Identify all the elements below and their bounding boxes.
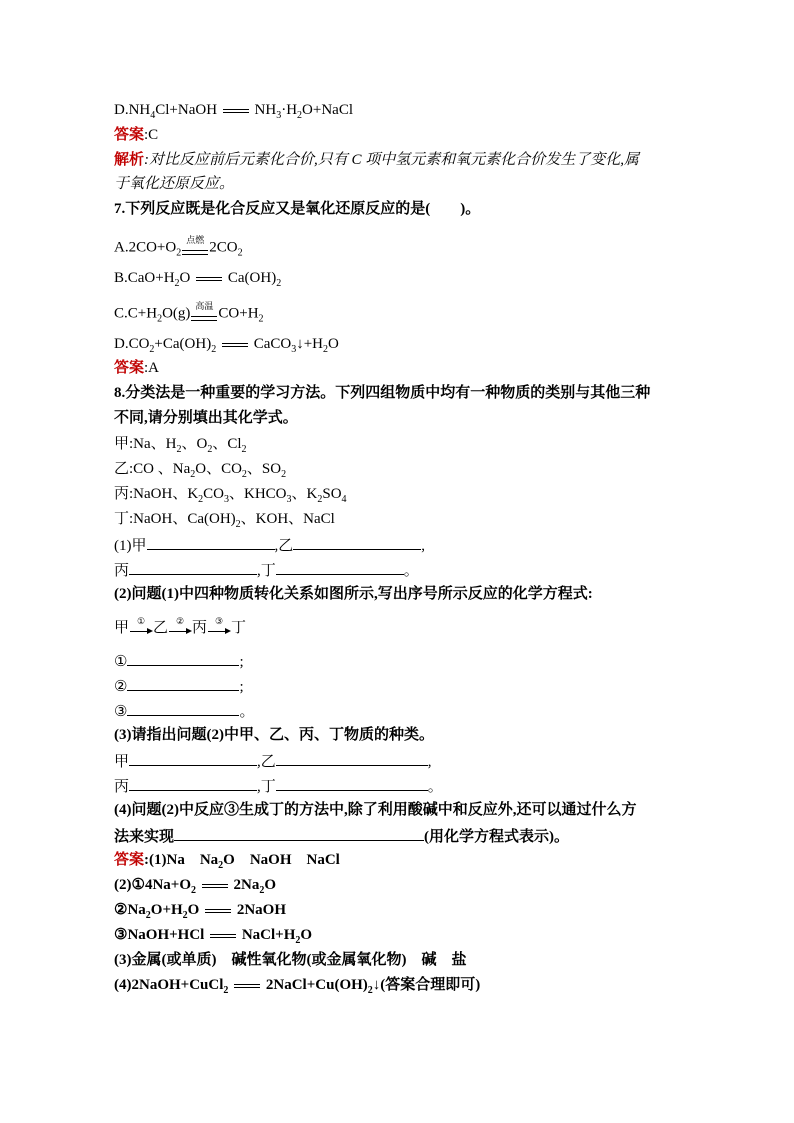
q6-explanation-cont: 于氧化还原反应。 <box>114 176 235 192</box>
answer-blank-eq3[interactable] <box>127 700 239 716</box>
q8-part1-row1: (1)甲 ,乙 , <box>114 534 425 556</box>
answer-blank-type-yi[interactable] <box>276 750 428 766</box>
arrow-step-1: ① <box>129 620 153 638</box>
q8-answer-line6: (4)2NaOH+CuCl$_2$ $2NaCl+Cu(OH)_2↓$(答案合理即可) <box>114 977 481 996</box>
q6-answer: 答案:C <box>114 127 159 143</box>
answer-blank-bing[interactable] <box>129 559 257 575</box>
group-ding: 丁:NaOH、$Ca(OH)_2$、KOH、NaCl <box>114 511 335 530</box>
q8-part2-blank3: ③ 。 <box>114 700 254 722</box>
reaction-condition: 点燃 <box>181 237 209 259</box>
q8-stem-line1: 8.分类法是一种重要的学习方法。下列四组物质中均有一种物质的类别与其他三种 <box>114 385 651 401</box>
answer-blank-eq1[interactable] <box>127 650 239 666</box>
q7-option-c: $C.C+H_2O(g)$ 高温 $CO+H_2$ <box>114 301 264 325</box>
answer-blank-equation[interactable] <box>174 825 424 841</box>
q7-option-d: $D.CO_2+Ca(OH)_2$ $CaCO_3↓+H_2O$ <box>114 336 339 355</box>
q6-option-d: $D.NH_4Cl+NaOH$ $NH_3\cdot H_2O+NaCl$ <box>114 102 354 121</box>
q8-part4-line1: (4)问题(2)中反应③生成丁的方法中,除了利用酸碱中和反应外,还可以通过什么方 <box>114 802 637 818</box>
q7-answer: 答案:A <box>114 360 160 376</box>
q8-part2-stem: (2)问题(1)中四种物质转化关系如图所示,写出序号所示反应的化学方程式: <box>114 586 593 602</box>
q6-explanation: 解析:对比反应前后元素化合价,只有 C 项中氢元素和氧元素化合价发生了变化,属 <box>114 152 640 168</box>
answer-blank-eq2[interactable] <box>127 675 239 691</box>
conversion-chain: 甲 ① 乙 ② 丙 ③ 丁 <box>114 615 247 636</box>
q7-option-a: $A.2CO+O_2$ 点燃 $2CO_2$ <box>114 235 243 259</box>
answer-blank-type-bing[interactable] <box>129 775 257 791</box>
q8-part3-stem: (3)请指出问题(2)中甲、乙、丙、丁物质的种类。 <box>114 727 434 743</box>
group-jia: 甲:Na、$H_2$、$O_2$、$Cl_2$ <box>114 436 247 455</box>
q8-answer-line5: (3)金属(或单质) 碱性氧化物(或金属氧化物) 碱 盐 <box>114 952 467 968</box>
q8-answer-line2: $(2)①4Na+O_2$ $2Na_2O$ <box>114 877 277 896</box>
q8-answer-line1: 答案:(1)Na $Na_2O$ NaOH NaCl <box>114 852 340 871</box>
equals-sign <box>232 980 262 992</box>
q8-part2-blank1: ① ; <box>114 650 244 672</box>
equals-sign <box>203 905 233 917</box>
equals-sign <box>221 105 251 117</box>
answer-blank-jia[interactable] <box>147 534 275 550</box>
group-bing: 丙:NaOH、$K_2CO_3$、$KHCO_3$、$K_2SO_4$ <box>114 486 347 505</box>
q7-option-b: $B.CaO+H_2O$ $Ca(OH)_2$ <box>114 270 282 289</box>
answer-blank-type-jia[interactable] <box>129 750 257 766</box>
q8-part1-row2: 丙 ,丁 。 <box>114 559 419 581</box>
q8-answer-line4: ③NaOH+HCl $NaCl+H_2O$ <box>114 927 313 946</box>
q8-stem-line2: 不同,请分别填出其化学式。 <box>114 410 298 426</box>
q8-part3-row1: 甲 ,乙 , <box>114 750 432 772</box>
group-yi: 乙:CO 、$Na_2O$、$CO_2$、$SO_2$ <box>114 461 287 480</box>
q8-part3-row2: 丙 ,丁 。 <box>114 775 443 797</box>
q7-stem: 7.下列反应既是化合反应又是氧化还原反应的是( )。 <box>114 201 481 217</box>
answer-blank-type-ding[interactable] <box>276 775 428 791</box>
equals-sign <box>200 880 230 892</box>
equals-sign <box>194 273 224 285</box>
equals-sign <box>208 930 238 942</box>
q8-answer-line3: $②Na_2O+H_2O$ 2NaOH <box>114 902 287 921</box>
arrow-step-2: ② <box>168 620 192 638</box>
arrow-step-3: ③ <box>207 620 231 638</box>
equals-sign <box>220 339 250 351</box>
q8-part2-blank2: ② ; <box>114 675 244 697</box>
q8-part4-line2: 法来实现 (用化学方程式表示)。 <box>114 825 569 847</box>
answer-blank-yi[interactable] <box>293 534 421 550</box>
reaction-condition: 高温 <box>190 303 218 325</box>
answer-blank-ding[interactable] <box>276 559 404 575</box>
